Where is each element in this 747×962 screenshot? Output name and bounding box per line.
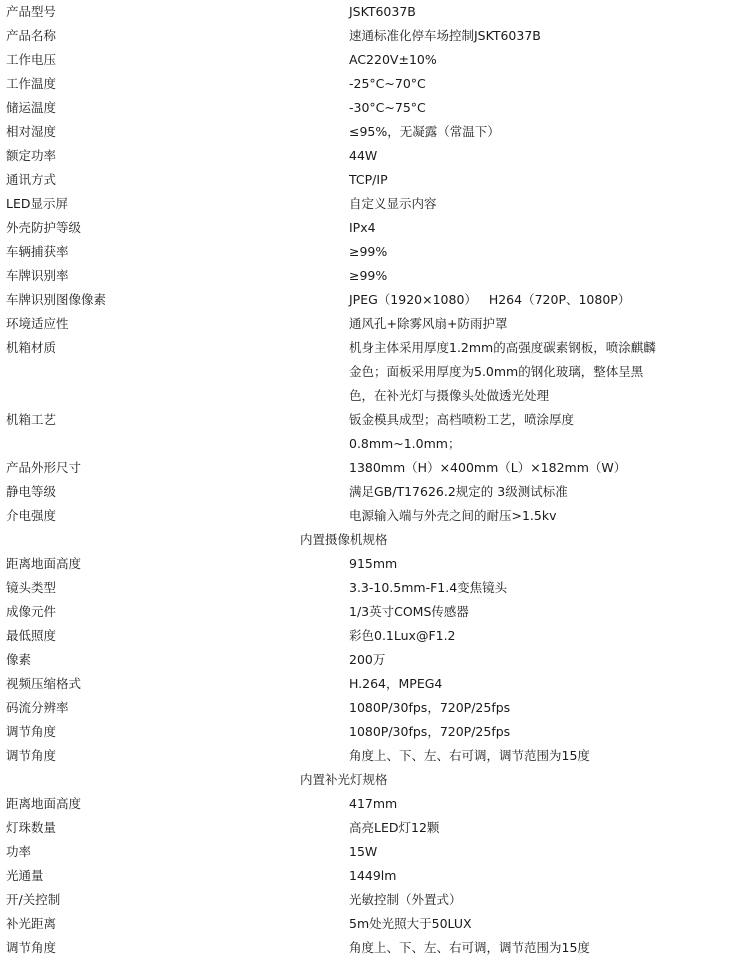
spec-row [0,696,747,720]
spec-label: 机箱材质 [6,340,57,355]
spec-label: LED显示屏 [6,196,68,211]
spec-row [0,480,747,504]
spec-value: IPx4 [349,220,376,235]
spec-value: JPEG（1920×1080） H264（720P、1080P） [349,292,631,307]
spec-label: 车牌识别图像像素 [6,292,107,307]
spec-label: 调节角度 [6,940,57,955]
spec-value: -30°C~75°C [349,100,426,115]
spec-label: 静电等级 [6,484,57,499]
spec-value: 彩色0.1Lux@F1.2 [349,628,456,643]
spec-value: ≥99% [349,244,388,259]
spec-label: 工作电压 [6,52,57,67]
section-heading-light: 内置补光灯规格 [300,772,388,787]
spec-label: 最低照度 [6,628,57,643]
spec-value: 角度上、下、左、右可调，调节范围为15度 [349,940,590,955]
spec-value: -25°C~70°C [349,76,426,91]
spec-value: 角度上、下、左、右可调，调节范围为15度 [349,748,590,763]
spec-value: JSKT6037B [349,4,416,19]
spec-label: 车牌识别率 [6,268,69,283]
spec-value: TCP/IP [349,172,388,187]
spec-row [0,168,747,192]
spec-row [0,144,747,168]
spec-row [0,216,747,240]
spec-label: 灯珠数量 [6,820,57,835]
spec-label: 介电强度 [6,508,57,523]
spec-label: 光通量 [6,868,44,883]
spec-label: 通讯方式 [6,172,57,187]
spec-label: 视频压缩格式 [6,676,82,691]
spec-value [349,408,747,456]
spec-label: 镜头类型 [6,580,57,595]
spec-row [0,192,747,216]
spec-value: 1/3英寸COMS传感器 [349,604,469,619]
spec-label: 像素 [6,652,32,667]
spec-value-line: 色，在补光灯与摄像头处做透光处理 [349,388,550,403]
spec-value: 速通标准化停车场控制JSKT6037B [349,28,541,43]
spec-value-line: 金色；面板采用厚度为5.0mm的钢化玻璃，整体呈黑 [349,364,644,379]
spec-label: 储运温度 [6,100,57,115]
spec-row [0,576,747,600]
spec-value: 3.3-10.5mm-F1.4变焦镜头 [349,580,508,595]
spec-value: 通风孔+除雾风扇+防雨护罩 [349,316,508,331]
spec-row [0,552,747,576]
spec-label: 调节角度 [6,724,57,739]
spec-label: 环境适应性 [6,316,69,331]
spec-label: 距离地面高度 [6,796,82,811]
spec-value: 915mm [349,556,398,571]
spec-value: ≥99% [349,268,388,283]
spec-row [0,648,747,672]
spec-row [0,120,747,144]
spec-value [349,336,747,408]
spec-row [0,0,747,24]
spec-value-line: 机身主体采用厚度1.2mm的高强度碳素钢板，喷涂麒麟 [349,340,656,355]
spec-row [0,72,747,96]
spec-label: 机箱工艺 [6,412,57,427]
spec-row [0,816,747,840]
spec-row [0,24,747,48]
spec-label: 成像元件 [6,604,57,619]
spec-row [0,96,747,120]
spec-row [0,672,747,696]
spec-label: 开/关控制 [6,892,61,907]
spec-value: 1380mm（H）×400mm（L）×182mm（W） [349,460,627,475]
spec-label: 外壳防护等级 [6,220,82,235]
spec-label: 产品外形尺寸 [6,460,82,475]
spec-label: 调节角度 [6,748,57,763]
spec-row [0,792,747,816]
spec-label: 额定功率 [6,148,57,163]
spec-row [0,600,747,624]
spec-value: 高亮LED灯12颗 [349,820,440,835]
spec-value: 200万 [349,652,386,667]
spec-row [0,744,747,768]
spec-row [0,288,747,312]
spec-label: 码流分辨率 [6,700,69,715]
spec-group-camera [0,552,747,768]
spec-value: 自定义显示内容 [349,196,437,211]
spec-label: 相对湿度 [6,124,57,139]
spec-value: H.264，MPEG4 [349,676,443,691]
spec-label: 补光距离 [6,916,57,931]
spec-row [0,624,747,648]
spec-value: 光敏控制（外置式） [349,892,462,907]
spec-row [0,720,747,744]
spec-value: 1080P/30fps，720P/25fps [349,700,511,715]
spec-value: AC220V±10% [349,52,437,67]
spec-value: 5m处光照大于50LUX [349,916,472,931]
spec-label: 工作温度 [6,76,57,91]
spec-group-light [0,792,747,960]
spec-value: 15W [349,844,378,859]
spec-label: 功率 [6,844,32,859]
section-heading-camera: 内置摄像机规格 [300,532,388,547]
spec-row [0,888,747,912]
spec-label: 距离地面高度 [6,556,82,571]
spec-row [0,240,747,264]
spec-row [0,264,747,288]
spec-row [0,840,747,864]
spec-row-craft [0,408,747,456]
spec-value-line: 钣金模具成型；高档喷粉工艺，喷涂厚度 [349,412,575,427]
spec-row [0,48,747,72]
spec-label: 车辆捕获率 [6,244,69,259]
spec-value: 44W [349,148,378,163]
spec-value: ≤95%，无凝露（常温下） [349,124,500,139]
spec-row [0,456,747,480]
spec-row [0,912,747,936]
spec-row [0,936,747,960]
spec-value: 1080P/30fps，720P/25fps [349,724,511,739]
spec-label: 产品型号 [6,4,57,19]
spec-label: 产品名称 [6,28,57,43]
spec-row [0,504,747,528]
spec-value: 满足GB/T17626.2规定的 3级测试标准 [349,484,568,499]
spec-value: 417mm [349,796,398,811]
spec-row [0,312,747,336]
spec-row [0,864,747,888]
spec-row-material [0,336,747,408]
spec-value-line: 0.8mm~1.0mm； [349,436,461,451]
spec-value: 1449lm [349,868,397,883]
spec-value: 电源输入端与外壳之间的耐压>1.5kv [349,508,557,523]
